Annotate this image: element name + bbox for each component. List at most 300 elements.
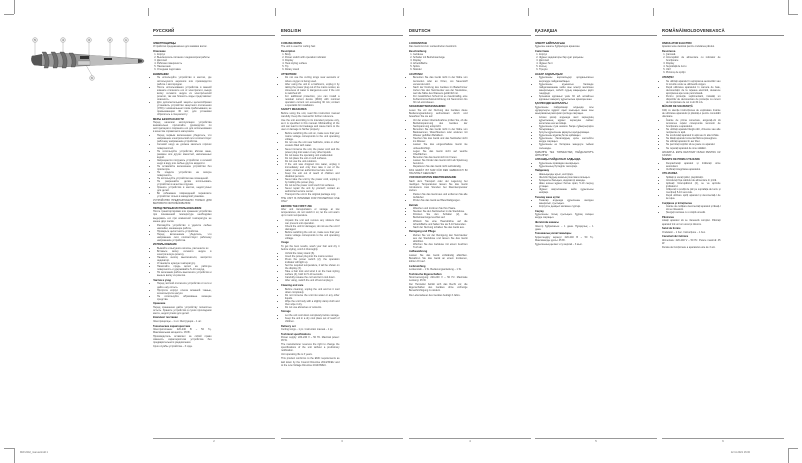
bullet-list [153,247,212,277]
bullet-list [153,76,212,116]
list-item: • Ziehen Sie vor der Reinigung den Netzstecker aus der Steckdose und lassen Sie das Gerät abkühlen. [413,234,468,243]
bullet-list [535,199,594,208]
list-item: • Сетевой шнур не должен касаться горячих поверхностей. [157,143,212,149]
paragraph: The manufacturer reserves the right to change the specifications of the unit without a preliminary notification. [281,343,340,353]
footer-rule [409,438,531,439]
crop-mark [4,14,14,15]
page-title: ҚАЗАҚША [535,28,558,33]
section-heading: Reinigung und Pflege [409,230,436,234]
list-item: • Қосқышты басыңыз, индикатор жанады. [539,179,594,182]
list-item: • Перед чисткой отключите устройство от сети и дайте ему остыть. [157,282,212,288]
section-heading: BEFORE THE FIRST USE [281,204,312,208]
page-body [153,40,275,430]
bullet-list [535,173,594,194]
paragraph: Электрощипцы – 1 шт. Инструкция – 1 шт. [153,319,202,323]
section-heading: Description [281,49,296,53]
bullet-list [153,282,212,300]
page-body [662,40,784,430]
list-item: 1. Корпус [157,53,212,56]
list-item: 5. Spitze [413,65,468,68]
footer-rule [662,438,784,439]
paragraph: Ondulator – 1 buc. Instrucțiune – 1 buc. [662,230,706,234]
callout-5 [33,38,38,55]
list-item: • For additional protection, you can install a residual current device (RCD) with nominal operation current not exceeding 30 mA; contact a specialist for installation. [285,95,340,107]
list-item: • Не разрешайте детям использовать устройство в качестве игрушки. [157,180,212,186]
list-item: • Introduceți fișa cablului de alimentare în priză. [666,179,721,182]
list-item: • Für zusätzlichen Schutz ist es zweckmäßig, eine Fehlerstromschutzeinrichtung mit Nennstrom bis 30 mA einzubauen. [413,95,468,104]
bullet-list [409,119,468,168]
paragraph: Lesen Sie vor der Nutzung des Gerätes diese Bedienungsanleitung aufmerksam durch und bewahren Sie sie auf. [409,108,468,119]
paragraph: Производитель оставляет за собой право изменять характеристики устройства без предварительного уведомления. [153,335,212,345]
list-item: 6. Ständer [413,68,468,71]
list-item: • Before switching the unit on, make sure that your mains voltage corresponds to the unit operating voltage. [285,132,340,141]
numbered-list [662,53,721,74]
list-item: 4. Heat styling surface [285,62,340,65]
list-item: • Never take the unit by the power cord, unplug it by holding the power plug. [285,178,340,184]
section-heading: ÎNAINTE DE PRIMA UTILIZARE [662,158,700,162]
crop-mark [14,448,15,463]
list-item: • Nu utilizați aparatul lângă căzi, chiuvete sau alte recipiente cu apă. [666,128,721,134]
list-item: • Не используйте устройство в местах, где используются аэрозоли или производится работа с кислородом. [157,76,212,85]
section-heading: Caracteristici tehnice [662,235,689,239]
list-item: • Тазалар алдында құрылғыны желіден ажыратып, суытыңыз. [539,199,594,205]
list-item: • Запрещается погружать устройство и сетевой шнур в воду или любые другие жидкости. [157,159,212,165]
list-item: 3. Дисплей [539,59,594,62]
paragraph: Lăsați aparatul să se răcească complet. Păstrați aparatul într-un loc uscat și răcoros. [662,219,721,226]
paragraph: Die Lebensdauer des Gerätes beträgt 3 Jahre. [409,293,461,297]
paragraph: Durata de funcționare a aparatului este de 3 ani. [662,245,716,249]
bullet-list [662,80,721,104]
list-item: • Do not use abrasives or solvents. [285,306,340,309]
footer-rule [153,438,275,439]
paragraph: Power supply: 220-240 V ~ 50 Hz. Maximal power: 45 W. [281,336,340,343]
bullet-list [153,224,212,242]
list-item: 4. Suprafață de lucru [666,65,721,68]
list-item: • Never immerse the unit, the power cord and the power plug into water or any other liquids. [285,148,340,154]
paragraph: ҚҰРЫЛҒЫ ТЕК ТҰРМЫСТЫҚ ПАЙДАЛАНУҒА АРНАЛҒАН [535,150,594,157]
section-heading: Пайдалану [535,169,550,173]
list-item: • Drücken Sie den Schalter (2), die Betriebsanzeige leuchtet auf. [413,213,468,219]
list-item: • Stecken Sie den Netzstecker in die Steckdose. [413,210,468,213]
bullet-list [409,234,468,249]
list-item: • Wickeln Sie eine Haarsträhne auf die Arbeitsfläche und halten Sie sie 5-10 Sekunden. [413,220,468,226]
paragraph: Устройство предназначено для завивки волос. [153,45,208,49]
list-item: 4. Жұмыс беті [539,62,594,65]
list-item: • Проверьте целостность устройства. [157,230,212,233]
paragraph: Before using the unit, read this instruction manual carefully. Keep the manual for further reference. [281,111,340,119]
callout-3 [87,38,92,55]
title-rule [662,35,784,36]
list-item: • After using, switch the unit off and unplug it. [285,279,340,282]
section-heading: Сипаттама [535,49,549,53]
paragraph: Срок службы устройства – 3 года. [153,345,193,349]
list-item: • Вставьте вилку сетевого шнура в электрическую розетку. [157,250,212,256]
section-heading: Setul de livrare [662,227,681,231]
list-item: • Benutzen Sie das Gerät nicht im Freien. [413,156,468,159]
list-item: 3. Display [666,62,721,65]
list-item: • Vor der ersten Inbetriebnahme prüfen Sie, ob die Betriebsspannung des Gerätes der Netzspannung entspricht. [413,119,468,128]
paragraph: After unit transportation or storage at low temperatures, do not switch it on; let the unit warm up to room temperature. [281,208,340,218]
paragraph: THE UNIT IS INTENDED FOR HOUSEHOLD USE ONLY [281,197,340,204]
list-item: • Pentru protecție suplimentară, instalați un dispozitiv de deconectare de protecție cu curent de funcționare de cel mult 30 mA. [666,95,721,104]
paragraph: Қоректендіру кернеуі: 220-240 В ~ 50 Гц. Максималды қуаты: 45 Вт. [535,235,594,242]
section-heading: CURLING IRONS [281,41,302,45]
callout-4 [61,38,66,52]
callout-label: 2 [109,39,111,42]
crop-mark [788,14,798,15]
list-item: • Шашыңызды жуып, кептіріңіз. [539,173,594,176]
page-number: 2 [213,440,215,443]
curling-iron-diagram [20,30,148,90]
paragraph: Перед хранением дайте устройству полностью остыть. Храните устройство в сухом прохладном месте, недоступном для детей. [153,305,212,315]
list-item: • Transport the unit in the original package only. [285,193,340,196]
list-item: 1. Gehäuse [413,53,468,56]
page-title: РУССКИЙ [153,28,175,33]
list-item: • Не оставляйте включённое устройство без присмотра. [157,165,212,171]
paragraph: Unit operating life is 3 years. [281,353,313,357]
list-item: • Құрылғының бүтіндігін тексеріңіз. [539,165,594,168]
list-item: • Înainte de curățare deconectați aparatul și lăsați-l să se răcească. [666,205,721,211]
section-heading: Технические характеристики [153,324,191,328]
list-item: • Insert the power plug into the mains socket. [285,255,340,258]
manual-page [281,28,403,448]
crop-mark [788,448,798,449]
paragraph: После транспортировки или хранения устройства при пониженной температуре необходимо выдержать его при комнатной температуре не менее двух часов. [153,210,212,223]
page-number: 4 [469,440,471,443]
list-item: • Nu scufundați aparatul în apă sau în alte lichide. [666,134,721,137]
list-item: • Set the required temperature, it will be shown on the display (3). [285,264,340,270]
list-item: • După utilizare opriți aparatul și deconectați-l de la rețea. [666,194,721,200]
bullet-list [281,314,340,323]
list-item: • Let the unit cool down completely before storage. [285,314,340,317]
list-item: 6. Тіреуіш [539,68,594,71]
page-title: ENGLISH [281,28,302,33]
list-item: 2. Жұмыс индикаторы бар қуат қосқышы [539,56,594,59]
callout-6 [86,65,94,80]
paragraph: Электропитание: 220-240 В ~ 50 Гц. Максимальная мощность: 45 Вт. [153,328,212,335]
section-heading: Описание [153,49,166,53]
section-heading: ONDULATOR ELECTRIC [662,41,693,45]
section-heading: ACHTUNG! [409,72,423,76]
section-heading: ЭЛЕКТРОЩИПЦЫ [153,41,177,45]
list-item: • Tauchen Sie das Gerät und das Netzkabel nicht ins Wasser. [413,137,468,143]
list-item: • Despachetați aparatul și înlăturați orice autocolant. [666,162,721,168]
list-item: 2. Выключатель питания с индикатором работы [157,56,212,59]
section-heading: ATTENTION! [281,72,297,76]
section-heading: Хранение [153,302,166,306]
list-item: • Nu utilizați aparatul în apropierea aerosolilor sau în locurile unde se utilizează oxigen. [666,80,721,86]
list-item: • If the unit was dropped into water, unplug it immediately and only then take it out of the water; contact an authorized service center. [285,163,340,172]
list-item: • Храните устройство в местах, недоступных для детей. [157,186,212,192]
list-item: • Packen Sie das Gerät aus und entfernen Sie alle Aufkleber. [413,193,468,199]
section-heading: Curățarea și întreținerea [662,201,692,205]
list-item: • Nu reparați aparatul de sine stătător. [666,147,721,150]
section-heading: MĂSURI DE SIGURANȚĂ [662,105,693,109]
paragraph: Das Gerät ist zum Lockendrehen bestimmt. [409,45,458,49]
list-item: 3. Display [413,59,468,62]
list-item: • Unfold the rotary stand (6). [285,252,340,255]
list-item: • Желілік баудың ашасын розеткаға салыңыз. [539,176,594,179]
list-item: 1. Body [285,53,340,56]
fold-mark [148,8,149,16]
section-heading: Beschreibung [409,49,427,53]
list-item: • Do not use the curling tongs near aerosols or where oxygen is being used. [285,76,340,82]
list-item: • Вымойте и высушите волосы, расчешите их. [157,247,212,250]
page-number: 6 [722,440,724,443]
paragraph: Nach dem Transport oder der Lagerung bei niedrigen Temperaturen lassen Sie das Gerät mindestens zwei Stunden bei Raumtemperatur stehen. [409,179,468,193]
crop-mark [14,0,15,14]
section-heading: Păstrarea [662,215,674,219]
list-item: • Не кладите устройство на мягкую поверхность. [157,171,212,177]
list-item: • Құрылғыны өз бетіңізше жөндеуге тыйым салынады. [539,143,594,149]
list-item: 2. Power switch with operation indicator [285,56,340,59]
paragraph: Құрылғы шашты бұйралауға арналған. [535,45,581,49]
list-item: • Do not leave the operating unit unattended. [285,154,340,157]
print-file-name: MW-2242_manual.indd 1 [20,451,48,454]
bullet-list [281,132,340,196]
curling-iron-illustration [31,52,144,68]
list-item: • Unpack the unit and remove any stickers that can prevent unit operation. [285,219,340,225]
bullet-list [535,116,594,150]
section-heading: Aufbewahrung [409,250,428,254]
bullet-list [153,134,212,198]
list-item: • Для дополнительной защиты целесообразно установить устройство защитного отключения (УЗО) с номинальным током срабатывания, не превышающим 30 мА; для установки обратитесь к специалисту. [157,101,212,116]
bullet-list [662,205,721,214]
list-item: • Keep the unit out of reach of children and disabled persons. [285,172,340,178]
bullet-list [535,162,594,168]
list-item: • Never repair the unit by yourself; contact an authorized service center. [285,187,340,193]
footer-rule [281,438,403,439]
list-item: • Reparieren Sie das Gerät nicht selbständig. [413,165,468,168]
bullet-list [281,76,340,106]
crop-mark [788,448,789,463]
list-item: • Құрылғыны жуынатын бөлмеде пайдаланғаннан кейін оны электр желісінен ажыратыңыз, себебі судың жақындығы қауіп төндіреді. [539,83,594,95]
list-item: • Lassen Sie das eingeschaltete Gerät nie unbeaufsichtigt. [413,143,468,149]
list-item: • Nu lăsați aparatul conectat fără supraveghere. [666,137,721,140]
list-item: • Wischen Sie das Gehäuse mit einem feuchten Tuch ab. [413,243,468,249]
list-item: 1. Корпус [539,53,594,56]
callout-label: 4 [62,39,64,42]
list-item: • Перед включением убедитесь, что напряжение сети соответствует рабочему напряжению устройства. [157,233,212,242]
paragraph: Aparatul este destinat pentru ondularea părului. [662,45,715,49]
section-heading: ATENȚIE! [662,75,674,79]
page-body [281,40,403,430]
paragraph: Lockenstab – 1 St. Bedienungsanleitung – 1 St. [409,268,462,272]
list-item: • Apăsați întrerupătorul (2), se va aprinde indicatorul. [666,182,721,188]
list-item: • Do not use the unit outdoors. [285,160,340,163]
bullet-list [662,176,721,200]
list-item: 5. Tip [285,65,340,68]
list-item: • Check the unit for damages; do not use the unit if damaged. [285,225,340,231]
list-item: • Құрылғыны балалардың қолы жетпейтін жерде сақтаңыз. [539,137,594,143]
list-item: 5. Наконечник [157,65,212,68]
list-item: 1. Carcasă [666,53,721,56]
callout-2 [108,38,113,57]
paragraph: This product conforms to the EMC requirements as laid down by the Council Directive 2014/30/EU and to the Low Voltage Directive 2014/35/EU. [281,357,340,367]
paragraph: Der Hersteller behält sich das Recht vor, die Eigenschaften des Gerätes ohne vorherige Benachrichtigung zu ändern. [409,283,468,293]
list-item: • Carefully release the curl and let it cool down. [285,276,340,279]
paragraph: Құрылғыны пайдаланар алдында осы нұсқаулықты мұқият оқып шығыңыз және оны анықтамалық материал ретінде сақтаңыз. [535,105,594,115]
list-item: • Wipe the unit body with a slightly damp cloth and then wipe it dry. [285,300,340,306]
callout-label: 5 [34,39,36,42]
list-item: • Verificați integritatea aparatului. [666,168,721,171]
paragraph: Alimentare: 220-240 V ~ 50 Hz. Putere maximă: 45 W. [662,238,721,245]
list-item: 6. Откидная подставка [157,68,212,71]
callout-label: 6 [91,77,93,80]
manual-page [409,28,531,448]
fold-mark [528,8,529,16]
list-item: 5. Vârf [666,68,721,71]
section-heading: Комплект поставки [153,316,178,320]
numbered-list [281,53,340,71]
list-item: • Press the power switch (2); the operation indicator will light up. [285,258,340,264]
paragraph: DAS GERÄT IST NUR FÜR DEN GEBRAUCH IM HAUSHALT GEEIGNET [409,168,468,175]
list-item: • Во избежание повреждений перевозите устройство только в заводской упаковке. [157,192,212,198]
page-number: 5 [595,440,597,443]
print-timestamp: 12.11.2021 16:00 [730,451,750,454]
section-heading: SICHERHEITSMASSNAHMEN [409,105,446,109]
section-heading: ҚАУІПСІЗДІК ШАРАЛАРЫ [535,102,568,106]
page-body [409,40,531,430]
section-heading: Delivery set [281,324,296,328]
section-heading: ЭЛЕКТР БҰЙРАЛАҒЫШ [535,41,565,45]
list-item: 3. Дисплей [157,59,212,62]
paragraph: Lassen Sie das Gerät vollständig abkühlen. Bewahren Sie das Gerät an einem trockenen, kühlen Ort auf. [409,254,468,264]
page-title: ROMÂNĂ/MOLDOVENEASCĂ [662,28,725,33]
list-item: • Benutzen Sie das Gerät nicht in der Nähe von Badewannen, Waschbecken oder anderen mit Wasser gefüllten Behältern. [413,128,468,137]
section-heading: Usage [281,241,289,245]
section-heading: ПЕРЕД ПЕРВЫМ ИСПОЛЬЗОВАНИЕМ [153,206,202,210]
list-item: • Распакуйте устройство и удалите любые наклейки, мешающие работе. [157,224,212,230]
manual-page [153,28,275,448]
list-item: • Nu utilizați aparatul în aer liber. [666,140,721,143]
section-heading: VOR DER ERSTEN INBETRIEBNAHME [409,176,457,180]
bullet-list [281,219,340,240]
bullet-list [535,76,594,100]
paragraph: APARATUL ESTE DESTINAT NUMAI PENTRU UZ CASNIC [662,150,721,157]
list-item: • Протрите корпус слегка влажной тканью, затем вытрите насухо. [157,289,212,295]
crop-mark [788,0,789,14]
list-item: • Benutzen Sie das Gerät nicht in der Nähe von Aerosolen oder an Orten, wo Sauerstoff verwendet wird. [413,76,468,85]
paragraph: Құрылғыны толық суытыңыз. Құрғақ салқын жерде сақтаңыз. [535,213,594,220]
bullet-list [281,288,340,309]
paragraph: Citiți cu atenție instrucțiunea de exploatare înainte de utilizarea aparatului și păstrați-o pentru consultări ulterioare. [662,108,721,119]
list-item: • Құрылғыны аэрозольдер қолданылатын жерлерде пайдаланбаңыз. [539,76,594,82]
list-item: • Не используйте устройство вне помещений. [157,177,212,180]
list-item: 6. Rotary stand [285,68,340,71]
section-heading: Чистка и уход [153,278,171,282]
fold-mark [275,8,276,16]
section-heading: Technische Eigenschaften [409,272,442,276]
section-heading: Descrierea [662,49,676,53]
list-item: • Перед первым включением убедитесь, что напряжение электрической сети соответствует рабочему напряжению устройства. [157,134,212,143]
section-heading: Cleaning and care [281,283,304,287]
list-item: 6. Picioruș de sprijin [666,71,721,74]
list-item: • Lassen Sie Kinder das Gerät nicht als Spielzeug benutzen. [413,159,468,165]
title-rule [153,35,275,36]
bullet-list [662,119,721,149]
bullet-list [409,76,468,103]
list-item: • Do not place the unit on soft surfaces. [285,157,340,160]
list-item: • Legen Sie das Gerät nicht auf weiche Oberflächen. [413,150,468,156]
list-item: • Prüfen Sie das Gerät auf Beschädigungen. [413,199,468,202]
footer-rule [535,438,657,439]
paragraph: Перед началом эксплуатации устройства внимательно прочитайте руководство по эксплуатации и сохраните его для использования в качестве справочного материала. [153,121,212,134]
manual-page [662,28,784,448]
list-item: • Жұмыс аяқталғаннан кейін құрылғыны өшіріңіз. [539,188,594,194]
bullet-list [281,252,340,282]
title-rule [281,35,403,36]
section-heading: Техникалық сипаттамалары [535,232,572,236]
list-item: • Keep the unit in a dry cool place out of reach of children. [285,317,340,323]
section-heading: Жеткізілім жинағы [535,220,559,224]
section-heading: АЛҒАШҚЫ ПАЙДАЛАНУ АЛДЫНДА [535,158,581,162]
bullet-list [409,207,468,228]
list-item: • Алғаш қосар алдында желі кернеуінің құрылғының жұмыс кернеуіне сәйкес келетініне көз жеткізіңіз. [539,116,594,125]
fold-mark [653,8,654,16]
section-heading: SAFETY MEASURES [281,108,307,112]
list-item: • After using the unit in a bathroom, unplug it by taking the power plug out of the mains socket, as closeness of water is dangerous even if the unit is switched off. [285,83,340,95]
list-item: • Установите нужную температуру. [157,262,212,265]
page-body [535,40,657,430]
list-item: • Nach der Nutzung schalten Sie das Gerät aus. [413,226,468,229]
list-item: • Before switching the unit on, make sure that your mains voltage corresponds to the unit operating voltage. [285,231,340,240]
list-item: • После использования устройства в ванной комнате отключите его от электросети, вынув вилку сетевого шнура из электрической розетки, так как близость воды представляет опасность. [157,86,212,101]
paragraph: Stromversorgung: 220-240 V ~ 50 Hz. Maximale Leistung: 45 W. [409,276,468,283]
page-number: 3 [341,440,343,443]
title-rule [535,35,657,36]
section-heading: НАЗАР АУДАРЫҢЫЗ! [535,72,563,76]
paragraph: Use the unit according to its intended purpose only, as it is specified in this manual. Mishandling of the unit can lead to its breakage and cause harm to the user or damage to his/her property. [281,119,340,132]
list-item: • Қосымша қорғаныс үшін 30 мА аспайтын қорғаныс ажырату құрылғысын орнатқан жөн. [539,95,594,101]
section-heading: МЕРЫ БЕЗОПАСНОСТИ [153,117,184,121]
paragraph: Құрылғының қызмет ету мерзімі – 3 жыл. [535,242,583,246]
list-item: • Құрылғыны суға немесе басқа сұйықтықтарға батырмаңыз. [539,125,594,131]
list-item: • Înainte de prima conectare, asigurați-vă că tensiunea rețelei corespunde tensiunii de funcționare a aparatului. [666,119,721,128]
section-heading: LOCKENSTAB [409,41,427,45]
paragraph: Curling tongs – 1 pc. Instruction manual – 1 pc. [281,328,334,332]
list-item: • După utilizarea aparatului în camera de baie, deconectați-l de la rețeaua electrică, deoarece apropierea apei este periculoasă. [666,86,721,95]
list-item: • Waschen und trocknen Sie Ihre Haare. [413,207,468,210]
section-heading: ИСПОЛЬЗОВАНИЕ [153,243,177,247]
list-item: • Do not let the power cord touch hot surfaces. [285,184,340,187]
manual-page [535,28,657,448]
bullet-list [662,162,721,171]
section-heading: Сақтау [535,209,544,213]
list-item: 2. Schalter mit Betriebsanzeige [413,56,468,59]
list-item: 2. Întrerupător de alimentare cu indicator de funcționare [666,56,721,62]
list-item: • Құрылғыны орамадан шығарыңыз. [539,162,594,165]
list-item: • По окончании работы выключите устройство и выньте вилку из розетки. [157,271,212,277]
crop-mark [4,448,14,449]
title-rule [409,35,531,36]
list-item: • Before cleaning, unplug the unit and let it cool down completely. [285,288,340,294]
section-heading: Lieferumfang [409,264,426,268]
list-item: • Не используйте устройство вблизи ванн, раковин или других ёмкостей, наполненных водой. [157,150,212,159]
list-item: • Înfășurați o șuviță de păr pe suprafața de lucru și mențineți 5-10 secunde. [666,188,721,194]
list-item: 4. Рабочая поверхность [157,62,212,65]
callout-1 [124,38,129,59]
list-item: • Корпусты дымқыл матамен сүртіңіз. [539,205,594,208]
list-item: • Не используйте абразивные моющие средства. [157,295,212,301]
list-item: • Нажмите кнопку выключателя, загорится индикатор. [157,256,212,262]
list-item: 3. Display [285,59,340,62]
list-item: • Do not immerse the unit into water or any other liquids. [285,294,340,300]
list-item: • Құрылғыны жұмсақ бетке қоймаңыз. [539,134,594,137]
section-heading: Technical specifications [281,332,311,336]
list-item: • Take a hair lock and wind it on the heat styling surface (4), hold for 5-10 seconds. [285,270,340,276]
section-heading: ВНИМАНИЕ! [153,72,169,76]
